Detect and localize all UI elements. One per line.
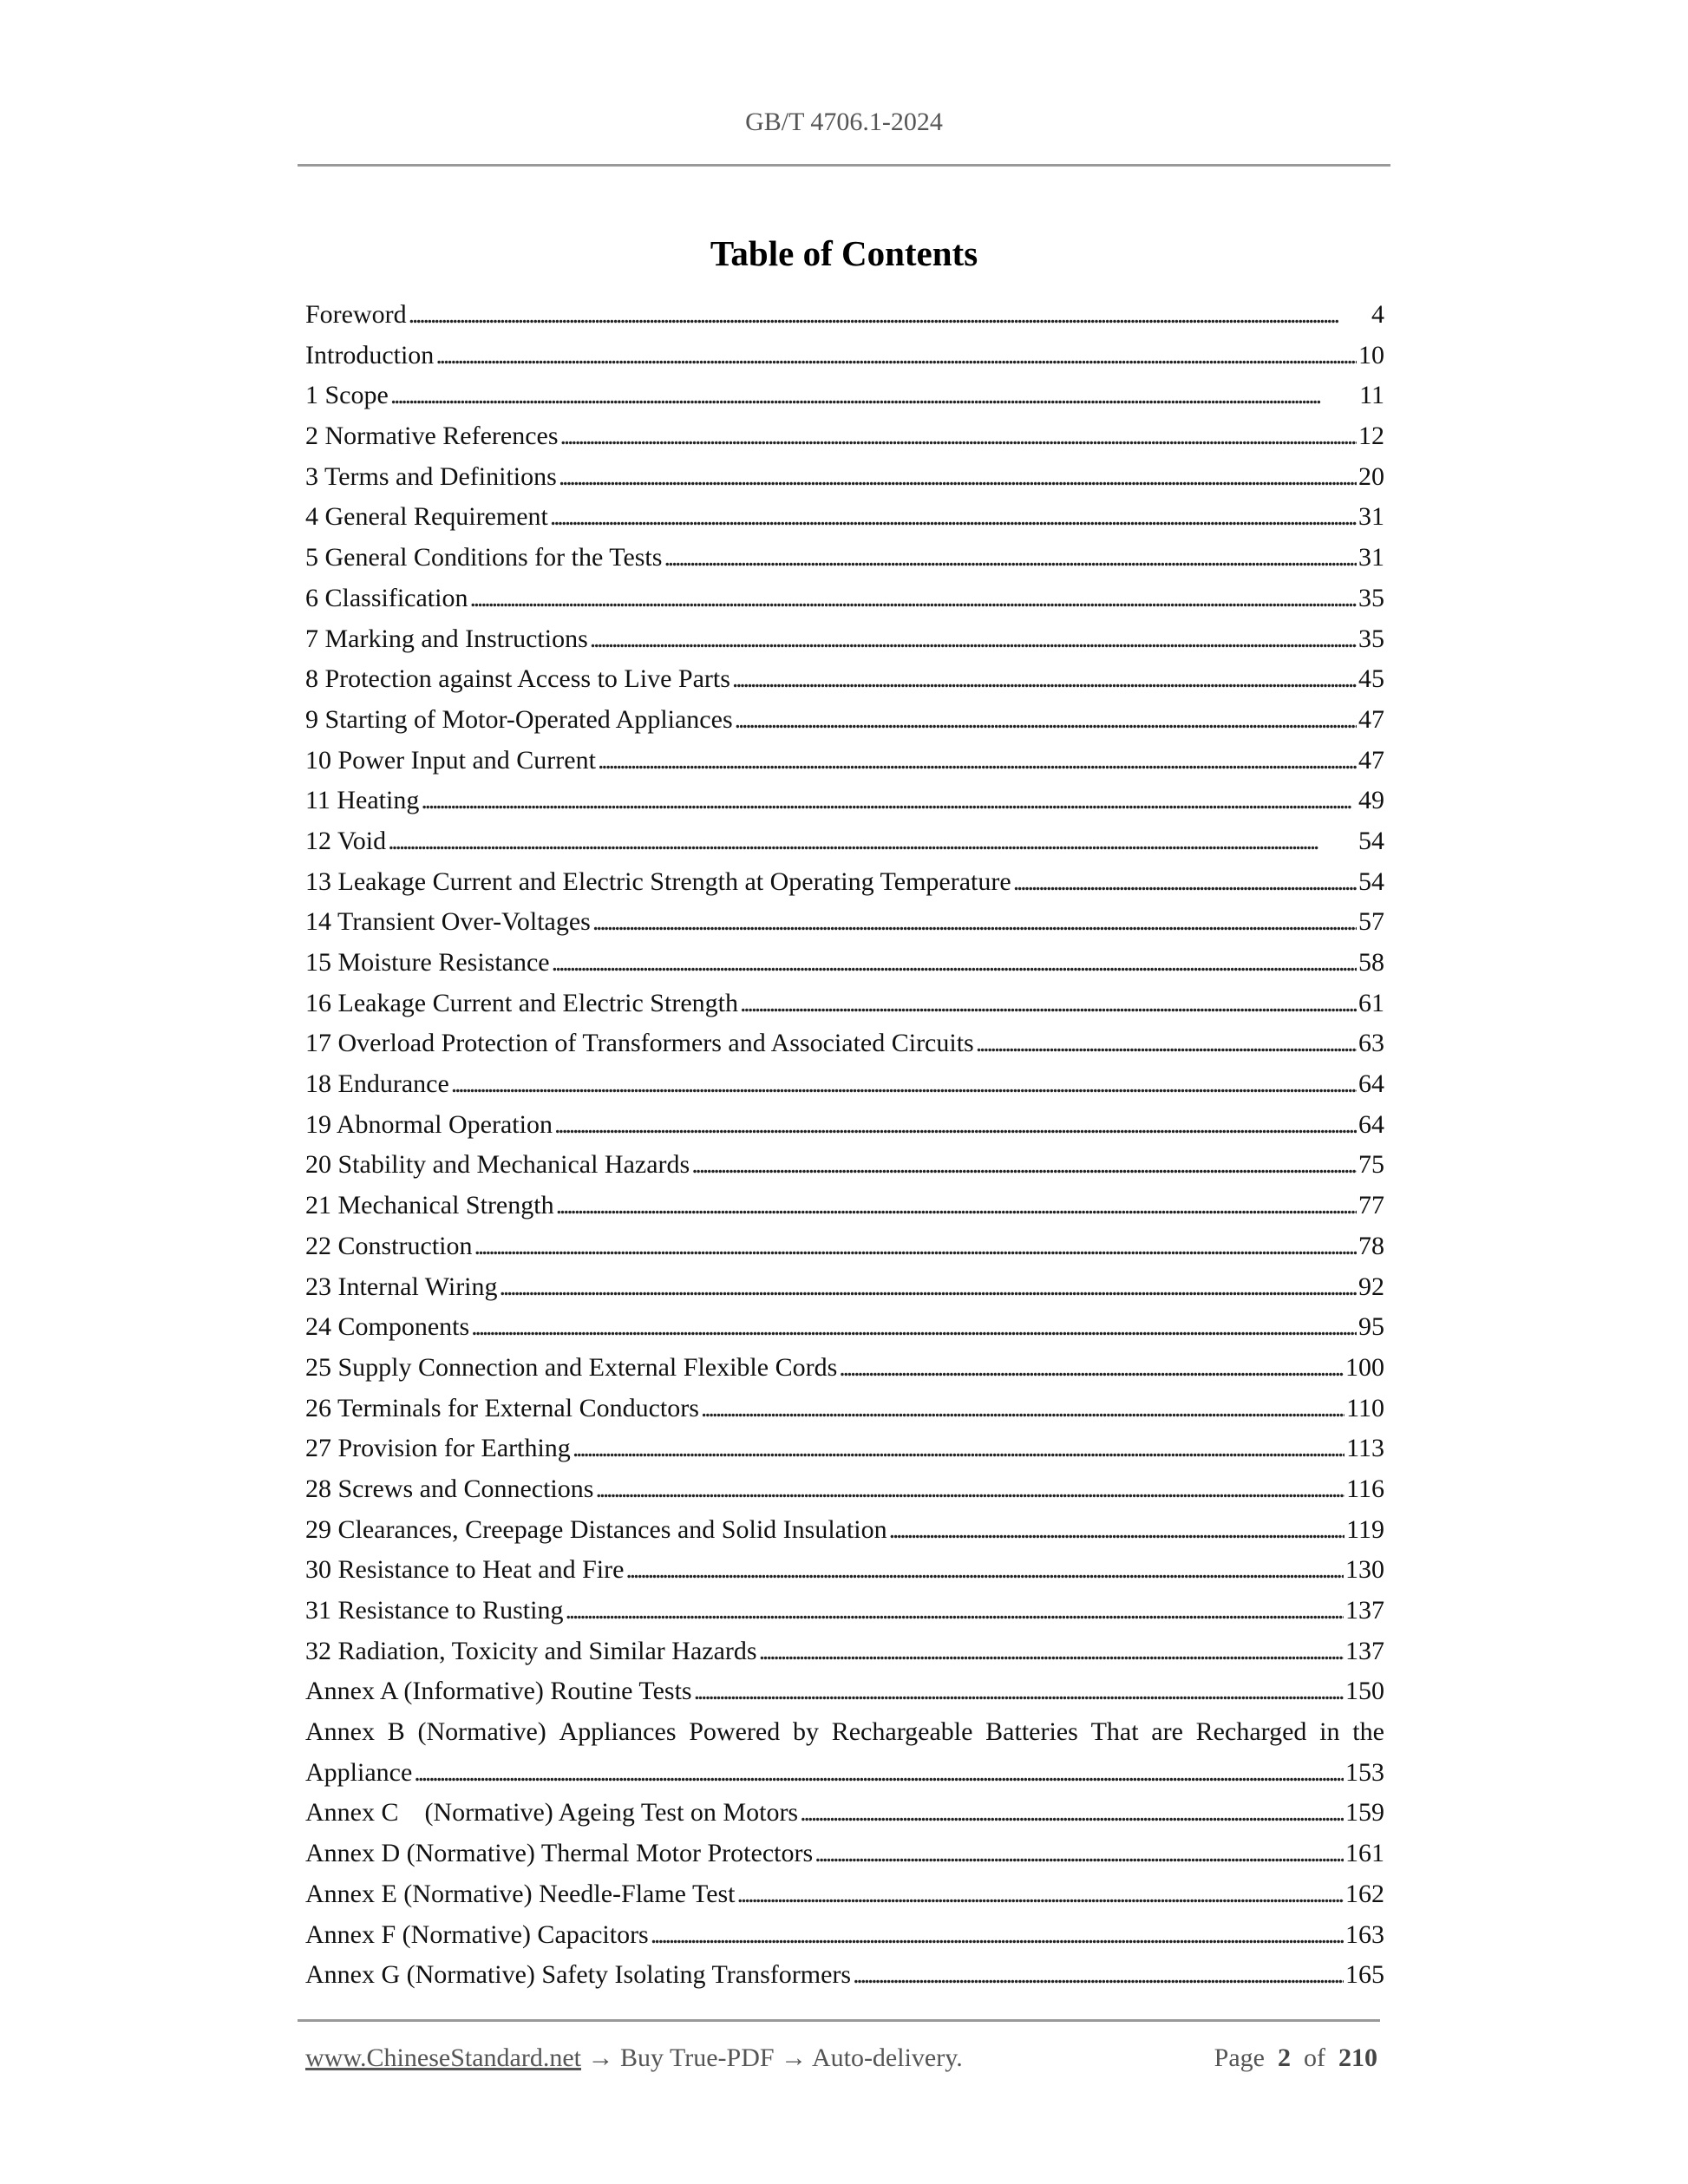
toc-entry-page: 78 xyxy=(1358,1231,1384,1260)
dot-leader xyxy=(732,659,1357,700)
toc-entry[interactable] xyxy=(305,1429,1384,1469)
toc-entry[interactable] xyxy=(305,1753,1384,1794)
toc-entry-page: 4 xyxy=(1371,300,1384,329)
toc-entry-title: 11 Heating xyxy=(305,786,420,815)
toc-entry-title: Introduction xyxy=(305,340,435,369)
toc-entry[interactable] xyxy=(305,457,1384,498)
toc-entry-title: 13 Leakage Current and Electric Strength at Operating Temperature xyxy=(305,866,1011,896)
dot-leader xyxy=(550,497,1357,538)
buy-pdf-text: Buy True-PDF xyxy=(620,2043,775,2072)
dot-leader xyxy=(469,579,1357,619)
dot-leader xyxy=(1013,862,1357,903)
dot-leader xyxy=(500,1267,1357,1308)
arrow-right-icon: → xyxy=(781,2043,808,2072)
toc-entry[interactable] xyxy=(305,659,1384,700)
toc-entry-title: Annex E (Normative) Needle-Flame Test xyxy=(305,1879,736,1908)
toc-entry-title: 14 Transient Over-Voltages xyxy=(305,907,591,937)
toc-entry[interactable] xyxy=(305,1510,1384,1551)
toc-entry-title: 9 Starting of Motor-Operated Appliances xyxy=(305,704,733,734)
toc-entry-title: Annex G (Normative) Safety Isolating Transformers xyxy=(305,1960,852,1990)
dot-leader xyxy=(853,1955,1344,1996)
toc-entry[interactable] xyxy=(305,376,1384,416)
toc-entry-page: 64 xyxy=(1358,1109,1384,1139)
toc-entry-title: 16 Leakage Current and Electric Strength xyxy=(305,988,738,1017)
toc-entry[interactable] xyxy=(305,1671,1384,1712)
page-title: Table of Contents xyxy=(710,233,978,273)
toc-entry-title: 31 Resistance to Rusting xyxy=(305,1596,564,1625)
page-word: Page xyxy=(1214,2043,1265,2072)
toc-entry-title: 8 Protection against Access to Live Parts xyxy=(305,664,730,694)
toc-entry-page: 100 xyxy=(1345,1352,1384,1382)
dot-leader xyxy=(474,1226,1358,1267)
toc-entry-title: 28 Screws and Connections xyxy=(305,1474,594,1503)
toc-entry-page: 54 xyxy=(1358,826,1384,855)
dot-leader xyxy=(889,1510,1345,1551)
toc-entry-title: 3 Terms and Definitions xyxy=(305,461,557,491)
toc-entry-title: 29 Clearances, Creepage Distances and Solid Insulation xyxy=(305,1514,887,1544)
dot-leader xyxy=(556,1186,1357,1226)
dot-leader xyxy=(800,1793,1344,1834)
dot-leader xyxy=(839,1348,1344,1389)
toc-entry-page: 45 xyxy=(1358,664,1384,694)
toc-entry-page: 163 xyxy=(1345,1919,1384,1949)
dot-leader xyxy=(737,1874,1344,1915)
toc-entry-page: 47 xyxy=(1358,745,1384,775)
toc-entry-page: 95 xyxy=(1358,1312,1384,1342)
toc-entry[interactable] xyxy=(305,781,1384,821)
toc-entry[interactable] xyxy=(305,1105,1384,1146)
toc-entry[interactable] xyxy=(305,619,1384,660)
toc-entry-title: 2 Normative References xyxy=(305,422,559,451)
toc-entry-page: 54 xyxy=(1358,866,1384,896)
toc-entry-page: 75 xyxy=(1358,1150,1384,1180)
toc-entry-page: 77 xyxy=(1358,1191,1384,1220)
toc-entry-page: 49 xyxy=(1358,786,1384,815)
toc-entry-title: 20 Stability and Mechanical Hazards xyxy=(305,1150,690,1180)
toc-entry-title: 6 Classification xyxy=(305,583,468,612)
toc-entry[interactable] xyxy=(305,1186,1384,1226)
toc-entry-page: 130 xyxy=(1345,1555,1384,1585)
toc-entry-title: 1 Scope xyxy=(305,381,389,410)
toc-entry-title: Annex D (Normative) Thermal Motor Protectors xyxy=(305,1839,814,1868)
dot-leader xyxy=(815,1834,1344,1874)
toc-entry-page: 11 xyxy=(1359,381,1384,410)
auto-delivery-text: Auto-delivery. xyxy=(811,2043,963,2072)
toc-entry-page: 150 xyxy=(1345,1677,1384,1706)
dot-leader xyxy=(595,1469,1345,1510)
current-page: 2 xyxy=(1278,2043,1291,2072)
toc-entry-title: Annex A (Informative) Routine Tests xyxy=(305,1677,692,1706)
total-pages: 210 xyxy=(1338,2043,1377,2072)
dot-leader xyxy=(694,1671,1344,1712)
dot-leader xyxy=(735,700,1357,741)
dot-leader xyxy=(409,295,1370,336)
toc-entry-title: 17 Overload Protection of Transformers and Associated Circuits xyxy=(305,1029,974,1058)
toc-entry[interactable] xyxy=(305,902,1384,943)
toc-entry-title: 32 Radiation, Toxicity and Similar Hazards xyxy=(305,1636,757,1665)
toc-entry[interactable] xyxy=(305,862,1384,903)
toc-entry[interactable] xyxy=(305,336,1384,376)
toc-entry[interactable] xyxy=(305,295,1384,336)
toc-entry-title: 25 Supply Connection and External Flexible Cords xyxy=(305,1352,838,1382)
dot-leader xyxy=(414,1753,1344,1794)
toc-entry-title: 10 Power Input and Current xyxy=(305,745,596,775)
toc-entry[interactable] xyxy=(305,741,1384,781)
dot-leader xyxy=(421,781,1357,821)
dot-leader xyxy=(572,1429,1345,1469)
toc-entry-title: 19 Abnormal Operation xyxy=(305,1109,553,1139)
toc-entry[interactable] xyxy=(305,1631,1384,1672)
website-link[interactable]: www.ChineseStandard.net xyxy=(305,2043,581,2072)
toc-entry-page: 119 xyxy=(1346,1514,1384,1544)
toc-entry[interactable] xyxy=(305,579,1384,619)
toc-entry[interactable] xyxy=(305,1023,1384,1064)
dot-leader xyxy=(388,821,1357,862)
toc-entry-title: Foreword xyxy=(305,300,407,329)
toc-entry-page: 58 xyxy=(1358,948,1384,977)
toc-entry[interactable] xyxy=(305,1550,1384,1591)
dot-leader xyxy=(976,1023,1357,1064)
toc-entry-page: 63 xyxy=(1358,1029,1384,1058)
dot-leader xyxy=(590,619,1357,660)
toc-entry-page: 113 xyxy=(1346,1434,1384,1463)
footer-promo xyxy=(305,2043,963,2073)
dot-leader xyxy=(759,1631,1344,1672)
dot-leader xyxy=(701,1389,1345,1429)
page-footer xyxy=(305,2043,1377,2073)
toc-entry-page: 116 xyxy=(1346,1474,1384,1503)
dot-leader xyxy=(664,538,1357,579)
dot-leader xyxy=(565,1591,1344,1631)
footer-divider xyxy=(298,2019,1380,2022)
dot-leader xyxy=(559,457,1357,498)
toc-entry-page: 35 xyxy=(1358,624,1384,653)
dot-leader xyxy=(552,943,1357,984)
dot-leader xyxy=(651,1915,1344,1956)
toc-entry[interactable] xyxy=(305,1145,1384,1186)
toc-entry[interactable] xyxy=(305,538,1384,579)
toc-entry[interactable] xyxy=(305,1348,1384,1389)
toc-entry-page: 31 xyxy=(1358,543,1384,572)
toc-entry[interactable] xyxy=(305,416,1384,457)
toc-entry[interactable] xyxy=(305,1915,1384,1956)
toc-entry[interactable] xyxy=(305,497,1384,538)
toc-entry-title: 5 General Conditions for the Tests xyxy=(305,543,663,572)
dot-leader xyxy=(471,1307,1357,1348)
dot-leader xyxy=(598,741,1357,781)
dot-leader xyxy=(592,902,1357,943)
toc-entry[interactable] xyxy=(305,1226,1384,1267)
toc-entry-page: 137 xyxy=(1345,1636,1384,1665)
toc-entry-page: 47 xyxy=(1358,704,1384,734)
toc-entry[interactable] xyxy=(305,984,1384,1024)
toc-entry-page: 35 xyxy=(1358,583,1384,612)
page-number xyxy=(1214,2043,1377,2073)
toc-entry-title: 26 Terminals for External Conductors xyxy=(305,1393,699,1422)
toc-entry-page: 12 xyxy=(1358,422,1384,451)
toc-entry-page: 165 xyxy=(1345,1960,1384,1990)
dot-leader xyxy=(625,1550,1344,1591)
document-id-header: GB/T 4706.1-2024 xyxy=(745,108,943,136)
toc-entry[interactable] xyxy=(305,1307,1384,1348)
toc-entry-page: 57 xyxy=(1358,907,1384,937)
toc-entry-page: 64 xyxy=(1358,1069,1384,1099)
toc-entry-page: 162 xyxy=(1345,1879,1384,1908)
toc-entry[interactable] xyxy=(305,1591,1384,1631)
toc-entry-title: 15 Moisture Resistance xyxy=(305,948,550,977)
toc-entry-page: 137 xyxy=(1345,1596,1384,1625)
toc-entry-title: 18 Endurance xyxy=(305,1069,449,1099)
toc-entry-line[interactable] xyxy=(305,1712,1384,1753)
toc-entry-title: Annex F (Normative) Capacitors xyxy=(305,1919,649,1949)
toc-entry-title: 27 Provision for Earthing xyxy=(305,1434,571,1463)
toc-entry-page: 61 xyxy=(1358,988,1384,1017)
dot-leader xyxy=(390,376,1358,416)
dot-leader xyxy=(740,984,1357,1024)
toc-entry-page: 153 xyxy=(1345,1757,1384,1787)
toc-entry-title: 12 Void xyxy=(305,826,387,855)
dot-leader xyxy=(691,1145,1357,1186)
toc-entry-title-continued: Appliance xyxy=(305,1757,413,1787)
toc-entry[interactable] xyxy=(305,1955,1384,1996)
toc-entry-page: 10 xyxy=(1358,340,1384,369)
of-word: of xyxy=(1304,2043,1325,2072)
header-divider xyxy=(298,164,1390,167)
toc-entry-title: 24 Components xyxy=(305,1312,470,1342)
toc-entry-title: 30 Resistance to Heat and Fire xyxy=(305,1555,625,1585)
toc-entry-page: 31 xyxy=(1358,502,1384,532)
toc-entry-page: 20 xyxy=(1358,461,1384,491)
dot-leader xyxy=(554,1105,1357,1146)
toc-entry-title: 4 General Requirement xyxy=(305,502,548,532)
toc-entry-title: 22 Construction xyxy=(305,1231,473,1260)
toc-entry[interactable] xyxy=(305,943,1384,984)
toc-entry[interactable] xyxy=(305,1874,1384,1915)
arrow-right-icon: → xyxy=(587,2043,614,2072)
toc-entry[interactable] xyxy=(305,1064,1384,1105)
toc-entry-title: Annex B (Normative) Appliances Powered by Rechargeable Batteries That are Recharged in the xyxy=(305,1717,1384,1747)
dot-leader xyxy=(451,1064,1357,1105)
dot-leader xyxy=(560,416,1357,457)
toc-entry[interactable] xyxy=(305,821,1384,862)
table-of-contents xyxy=(305,295,1384,1996)
toc-entry-page: 110 xyxy=(1346,1393,1384,1422)
toc-entry[interactable] xyxy=(305,1834,1384,1874)
toc-entry-title: 7 Marking and Instructions xyxy=(305,624,588,653)
toc-entry[interactable] xyxy=(305,1267,1384,1308)
toc-entry-title: Annex C (Normative) Ageing Test on Motors xyxy=(305,1798,799,1828)
toc-entry-title: 23 Internal Wiring xyxy=(305,1272,498,1301)
toc-entry-page: 159 xyxy=(1345,1798,1384,1828)
toc-entry[interactable] xyxy=(305,1469,1384,1510)
toc-entry[interactable] xyxy=(305,1389,1384,1429)
toc-entry[interactable] xyxy=(305,1793,1384,1834)
toc-entry-title: 21 Mechanical Strength xyxy=(305,1191,554,1220)
dot-leader xyxy=(435,336,1357,376)
toc-entry-page: 161 xyxy=(1345,1839,1384,1868)
toc-entry-page: 92 xyxy=(1358,1272,1384,1301)
toc-entry[interactable] xyxy=(305,700,1384,741)
